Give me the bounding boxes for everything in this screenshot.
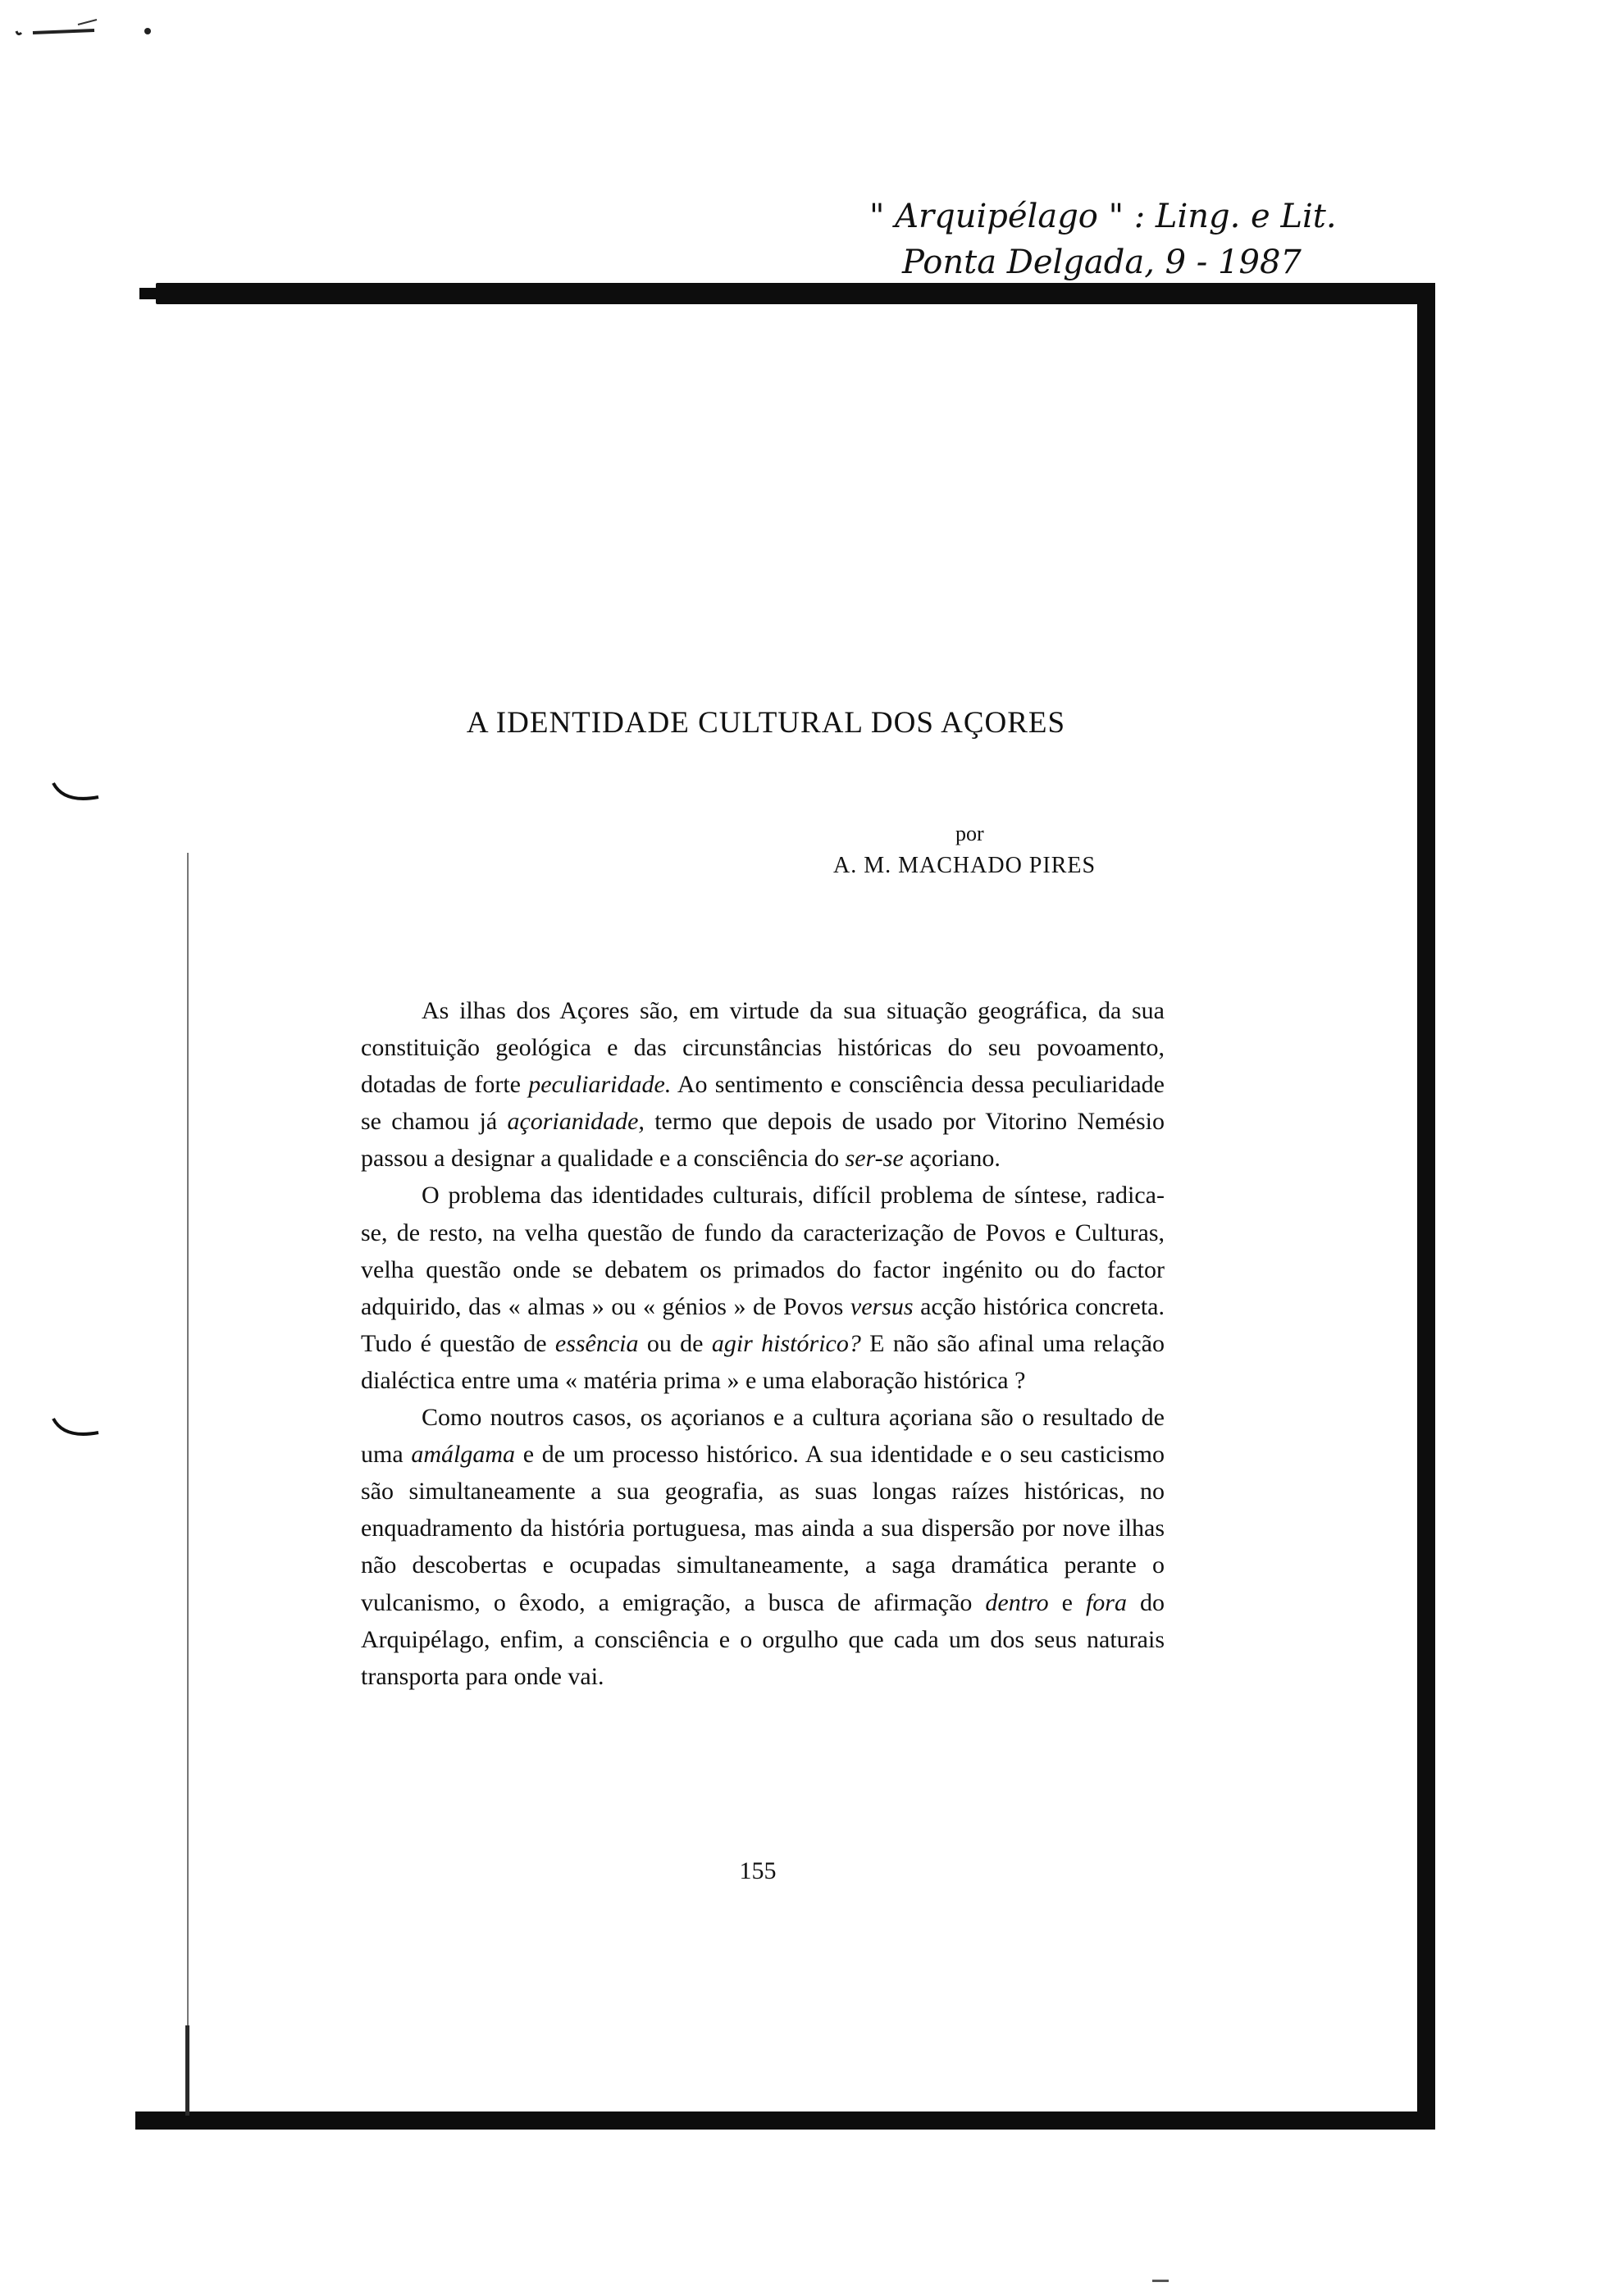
handwritten-annotation: [853, 184, 1378, 283]
p2-seg-4: ou de: [638, 1329, 712, 1357]
p1-seg-3: açorianidade,: [507, 1108, 645, 1136]
page-number-text: 155: [739, 1857, 777, 1884]
p3-seg-2: e de um processo histórico. A sua identidade e o seu casticismo são simultaneamente a sua geografia, as suas longas raízes históricas, no enquadramento da história portuguesa, mas ainda a sua dispersão por nove ilhas não descobertas e ocupadas simultaneamente, a saga dramática perante o vulcanismo, o êxodo, a emigração, a busca de afirmação: [361, 1441, 1165, 1616]
p1-seg-6: açoriano.: [903, 1145, 1001, 1173]
p1-seg-5: ser-se: [845, 1145, 904, 1173]
annotation-line-1: " Arquipélago " : Ling. e Lit.: [869, 198, 1337, 235]
p2-seg-3: essência: [554, 1329, 639, 1357]
scan-frame-top-border: [156, 283, 1431, 304]
article-title: [0, 705, 1614, 740]
author-name: A. M. MACHADO PIRES: [833, 853, 1097, 878]
p2-seg-1: versus: [850, 1292, 914, 1320]
page-number: [0, 1857, 1614, 1885]
p1-seg-0: As ilhas dos Açores são, em virtude da sua situação geográfica, da sua constituição geológica e das circunstâncias históricas do seu povoamento, dotadas de forte: [361, 997, 1165, 1099]
annotation-line-2: Ponta Delgada, 9 - 1987: [902, 244, 1302, 281]
p3-seg-5: fora: [1085, 1588, 1127, 1616]
p3-seg-1: amálgama: [411, 1441, 516, 1469]
byline-por: por: [955, 822, 984, 845]
p3-seg-0: Como noutros casos, os açorianos e a cultura açoriana são o resultado de uma: [361, 1404, 1165, 1469]
margin-tick-upper: [49, 779, 107, 812]
p2-seg-0: O problema das identidades culturais, difícil problema de síntese, radica-se, de resto, na velha questão de fundo da caracterização de Povos e Culturas, velha questão onde se debatem os primados do factor ingénito ou do factor adquirido, das « almas » ou « génios » de Povos: [361, 1182, 1165, 1320]
p3-seg-3: dentro: [985, 1588, 1049, 1616]
p2-seg-5: agir histórico?: [711, 1329, 861, 1357]
scan-corner-mark: [8, 8, 156, 41]
p1-seg-2: Ao sentimento e consciência dessa peculiaridade se chamou já: [361, 1071, 1165, 1136]
p3-seg-6: do Arquipélago, enfim, a consciência e o orgulho que cada um dos seus naturais transporta para onde vai.: [361, 1588, 1165, 1690]
scan-bottom-mark: [1152, 2280, 1169, 2282]
article-body: [361, 992, 1165, 1695]
paragraph-1: [361, 992, 1165, 1177]
paragraph-2: [361, 1177, 1165, 1399]
p2-seg-6: E não são afinal uma relação dialéctica entre uma « matéria prima » e uma elaboração histórica ?: [361, 1329, 1165, 1394]
scan-frame-right-border: [1417, 283, 1435, 2128]
article-title-text: A IDENTIDADE CULTURAL DOS AÇORES: [466, 706, 1066, 740]
paragraph-3: [361, 1399, 1165, 1695]
margin-tick-lower: [49, 1414, 107, 1447]
p1-seg-1: peculiaridade.: [528, 1071, 672, 1099]
scan-frame-bottom-border: [135, 2112, 1435, 2130]
p2-seg-2: acção histórica concreta. Tudo é questão de: [361, 1292, 1165, 1357]
p3-seg-4: e: [1048, 1588, 1086, 1616]
scan-frame-left-edge: [187, 853, 189, 2091]
p1-seg-4: termo que depois de usado por Vitorino Nemésio passou a designar a qualidade e a consciência do: [361, 1108, 1165, 1173]
scan-frame-left-edge-dark: [185, 2025, 189, 2116]
